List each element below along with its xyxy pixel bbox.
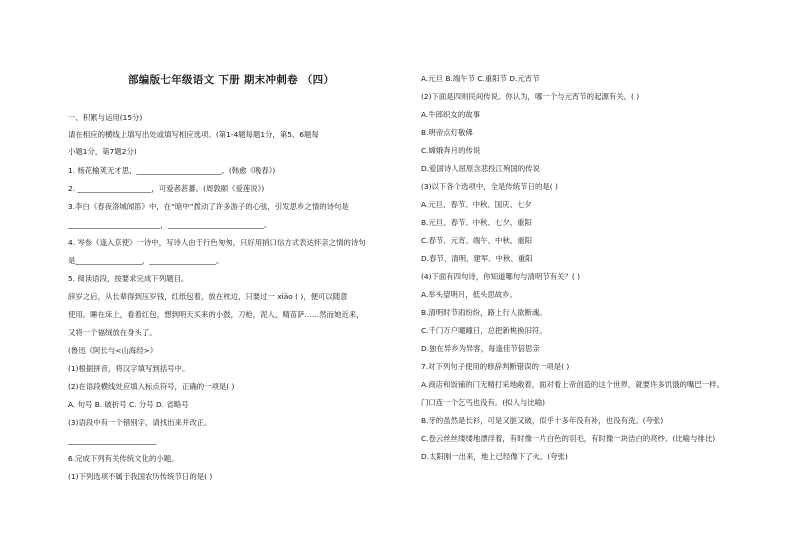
options-line: A. 句号 B. 破折号 C. 分号 D. 省略号: [68, 400, 189, 409]
option-line: C.卷云丝丝缕缕地漂浮着，有时像一片白色的羽毛，有时像一块洁白的亮纱。(比喻与排比): [421, 434, 716, 443]
option-line: C.嫦娥奔月的传说: [421, 146, 481, 155]
option-line-continued: 门口连一个乞丐也没有。(拟人与比喻): [421, 398, 546, 407]
option-line: C.春节、元宵、端午、中秋、重阳: [421, 236, 532, 245]
sub-question: (3)以下各个选项中，全是传统节日的是( ): [421, 182, 558, 191]
options-line: A.元旦 B.端午节 C.重阳节 D.元宵节: [421, 74, 540, 83]
question-7: 7.对下列句子使用的修辞判断错误的一项是( ): [421, 362, 570, 371]
option-line: B.牙的虽然是长衫，可是又脏又破，似乎十多年没有补，也没有洗。(夸张): [421, 416, 664, 425]
section-heading: 一、积累与运用(15分): [68, 113, 143, 122]
option-line: A.元旦、春节、中秋、国庆、七夕: [421, 200, 532, 209]
passage-line: 使用。睡在床上，看着红包，想到明天买来的小鼓，刀枪，泥人，精苗萨……然而她近来，: [68, 310, 364, 319]
question-1: 1. 杨花榆荚无才思，_______________________。(韩愈《晚春》): [68, 166, 276, 175]
question-6: 6.完成下列有关传统文化的小题。: [68, 454, 179, 463]
option-line: D.春节、清明、建军、中秋、重阳: [421, 254, 533, 263]
passage-line: 又将一个福绒放在身头了。: [68, 328, 157, 337]
question-2: 2. ____________________，可爱者甚蕃。(周敦颐《爱莲说》): [68, 184, 265, 193]
question-3: 3.李白《春夜洛城闻笛》中，在“暗中”拨动了许多游子的心弦，引发思乡之情的诗句是: [68, 202, 349, 211]
sub-question: (4)下面有四句诗，你知道哪句与清明节有关？( ): [421, 272, 581, 281]
option-line: B.清明时节雨纷纷，路上行人欲断魂。: [421, 308, 547, 317]
exam-title: 部编版七年级语文 下册 期末冲刺卷 （四）: [128, 74, 335, 86]
option-line: C.千门万户曈曈日，总把新桃换旧符。: [421, 326, 547, 335]
sub-question: (1)根据拼音，将汉字填写到括号中。: [68, 364, 190, 373]
answer-blank-line: 是__________________，__________________。: [68, 256, 224, 265]
question-4: 4. 岑参《逢入京使》一诗中，写诗人由于行色匆匆，只好用捎口信方式表达怀亲之情的诗句: [68, 238, 366, 247]
sub-question: (3)语段中有一个错别字，请找出来并改正。: [68, 418, 212, 427]
option-line: A.牛郎织女的故事: [421, 110, 481, 119]
option-line: D.爱国诗人屈原含悲投江殉国的传说: [421, 164, 540, 173]
answer-blank-line: _________________________，__________________________。: [68, 220, 272, 229]
instruction-line: 请在相应的横线上填写出处或填写相应选项。(第1-4题每题1分，第5、6题每: [68, 130, 319, 139]
passage-line: 辞岁之后，从长辈得到压岁钱，红纸包着，放在枕边，只要过一 xiāo ( )，便可以随意: [68, 292, 348, 301]
passage-source: (鲁迅《阿长与<山海经>》: [68, 346, 158, 355]
option-line: D.独在异乡为异客，每逢佳节倍思亲: [421, 344, 540, 353]
option-line: B.明帝点灯敬佛: [421, 128, 473, 137]
question-5: 5. 阅读语段，按要求完成下列题目。: [68, 274, 189, 283]
option-line: B.元旦、春节、中秋、七夕、重阳: [421, 218, 532, 227]
sub-question: (1)下列选项不属于我国农历传统节日的是( ): [68, 472, 213, 481]
instruction-line: 小题1分，第7题2分): [68, 147, 137, 156]
answer-blank-line: ________________________: [68, 436, 157, 445]
option-line: A.举头望明月，低头思故乡。: [421, 290, 517, 299]
sub-question: (2)下面是四则民间传说。你认为，哪一个与元宵节的起源有关。( ): [421, 92, 640, 101]
option-line: A.商店和饭铺的门无精打采地敞着，面对着上帝创造的这个世界，就要许多饥饿的嘴巴一样。: [421, 380, 724, 389]
sub-question: (2)在语段横线处应填入标点符号，正确的一项是( ): [68, 382, 235, 391]
option-line: D.太阳刚一出来，地上已经像下了火。(夸张): [421, 452, 568, 461]
